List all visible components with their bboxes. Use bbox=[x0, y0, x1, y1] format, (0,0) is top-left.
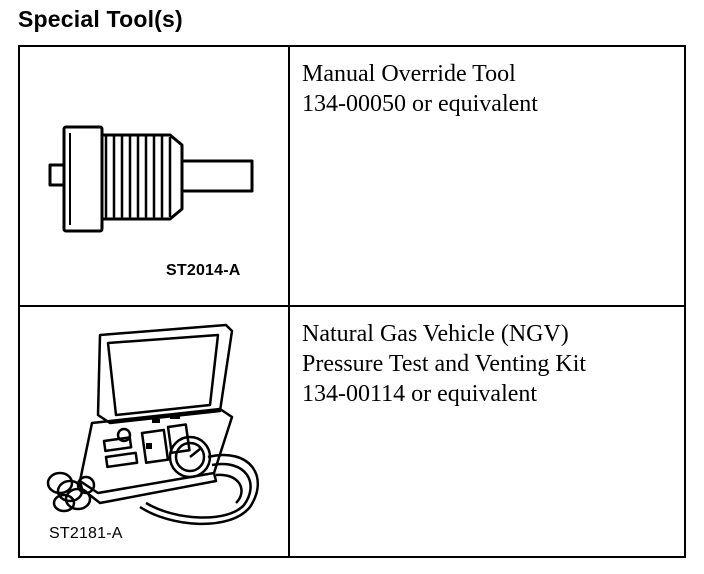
tool-description bbox=[302, 59, 672, 119]
tool-row-ngv-kit bbox=[20, 307, 684, 556]
ngv-pressure-test-kit-icon bbox=[20, 307, 288, 556]
figure-code: ST2014-A bbox=[166, 262, 241, 279]
tool-part-number: 134-00050 or equivalent bbox=[302, 91, 538, 117]
column-divider bbox=[288, 47, 290, 556]
tool-name-continued: Pressure Test and Venting Kit bbox=[302, 351, 587, 377]
figure-code: ST2181-A bbox=[49, 525, 123, 542]
page-heading: Special Tool(s) bbox=[18, 6, 183, 32]
tool-name: Natural Gas Vehicle (NGV) bbox=[302, 321, 569, 347]
tool-name: Manual Override Tool bbox=[302, 61, 516, 87]
tool-image-cell bbox=[20, 307, 288, 556]
tool-image-cell bbox=[20, 47, 288, 305]
special-tools-table bbox=[18, 45, 686, 558]
tool-part-number: 134-00114 or equivalent bbox=[302, 381, 538, 407]
tool-row-manual-override bbox=[20, 47, 684, 307]
tool-description bbox=[302, 319, 672, 409]
manual-override-tool-icon bbox=[20, 47, 288, 305]
